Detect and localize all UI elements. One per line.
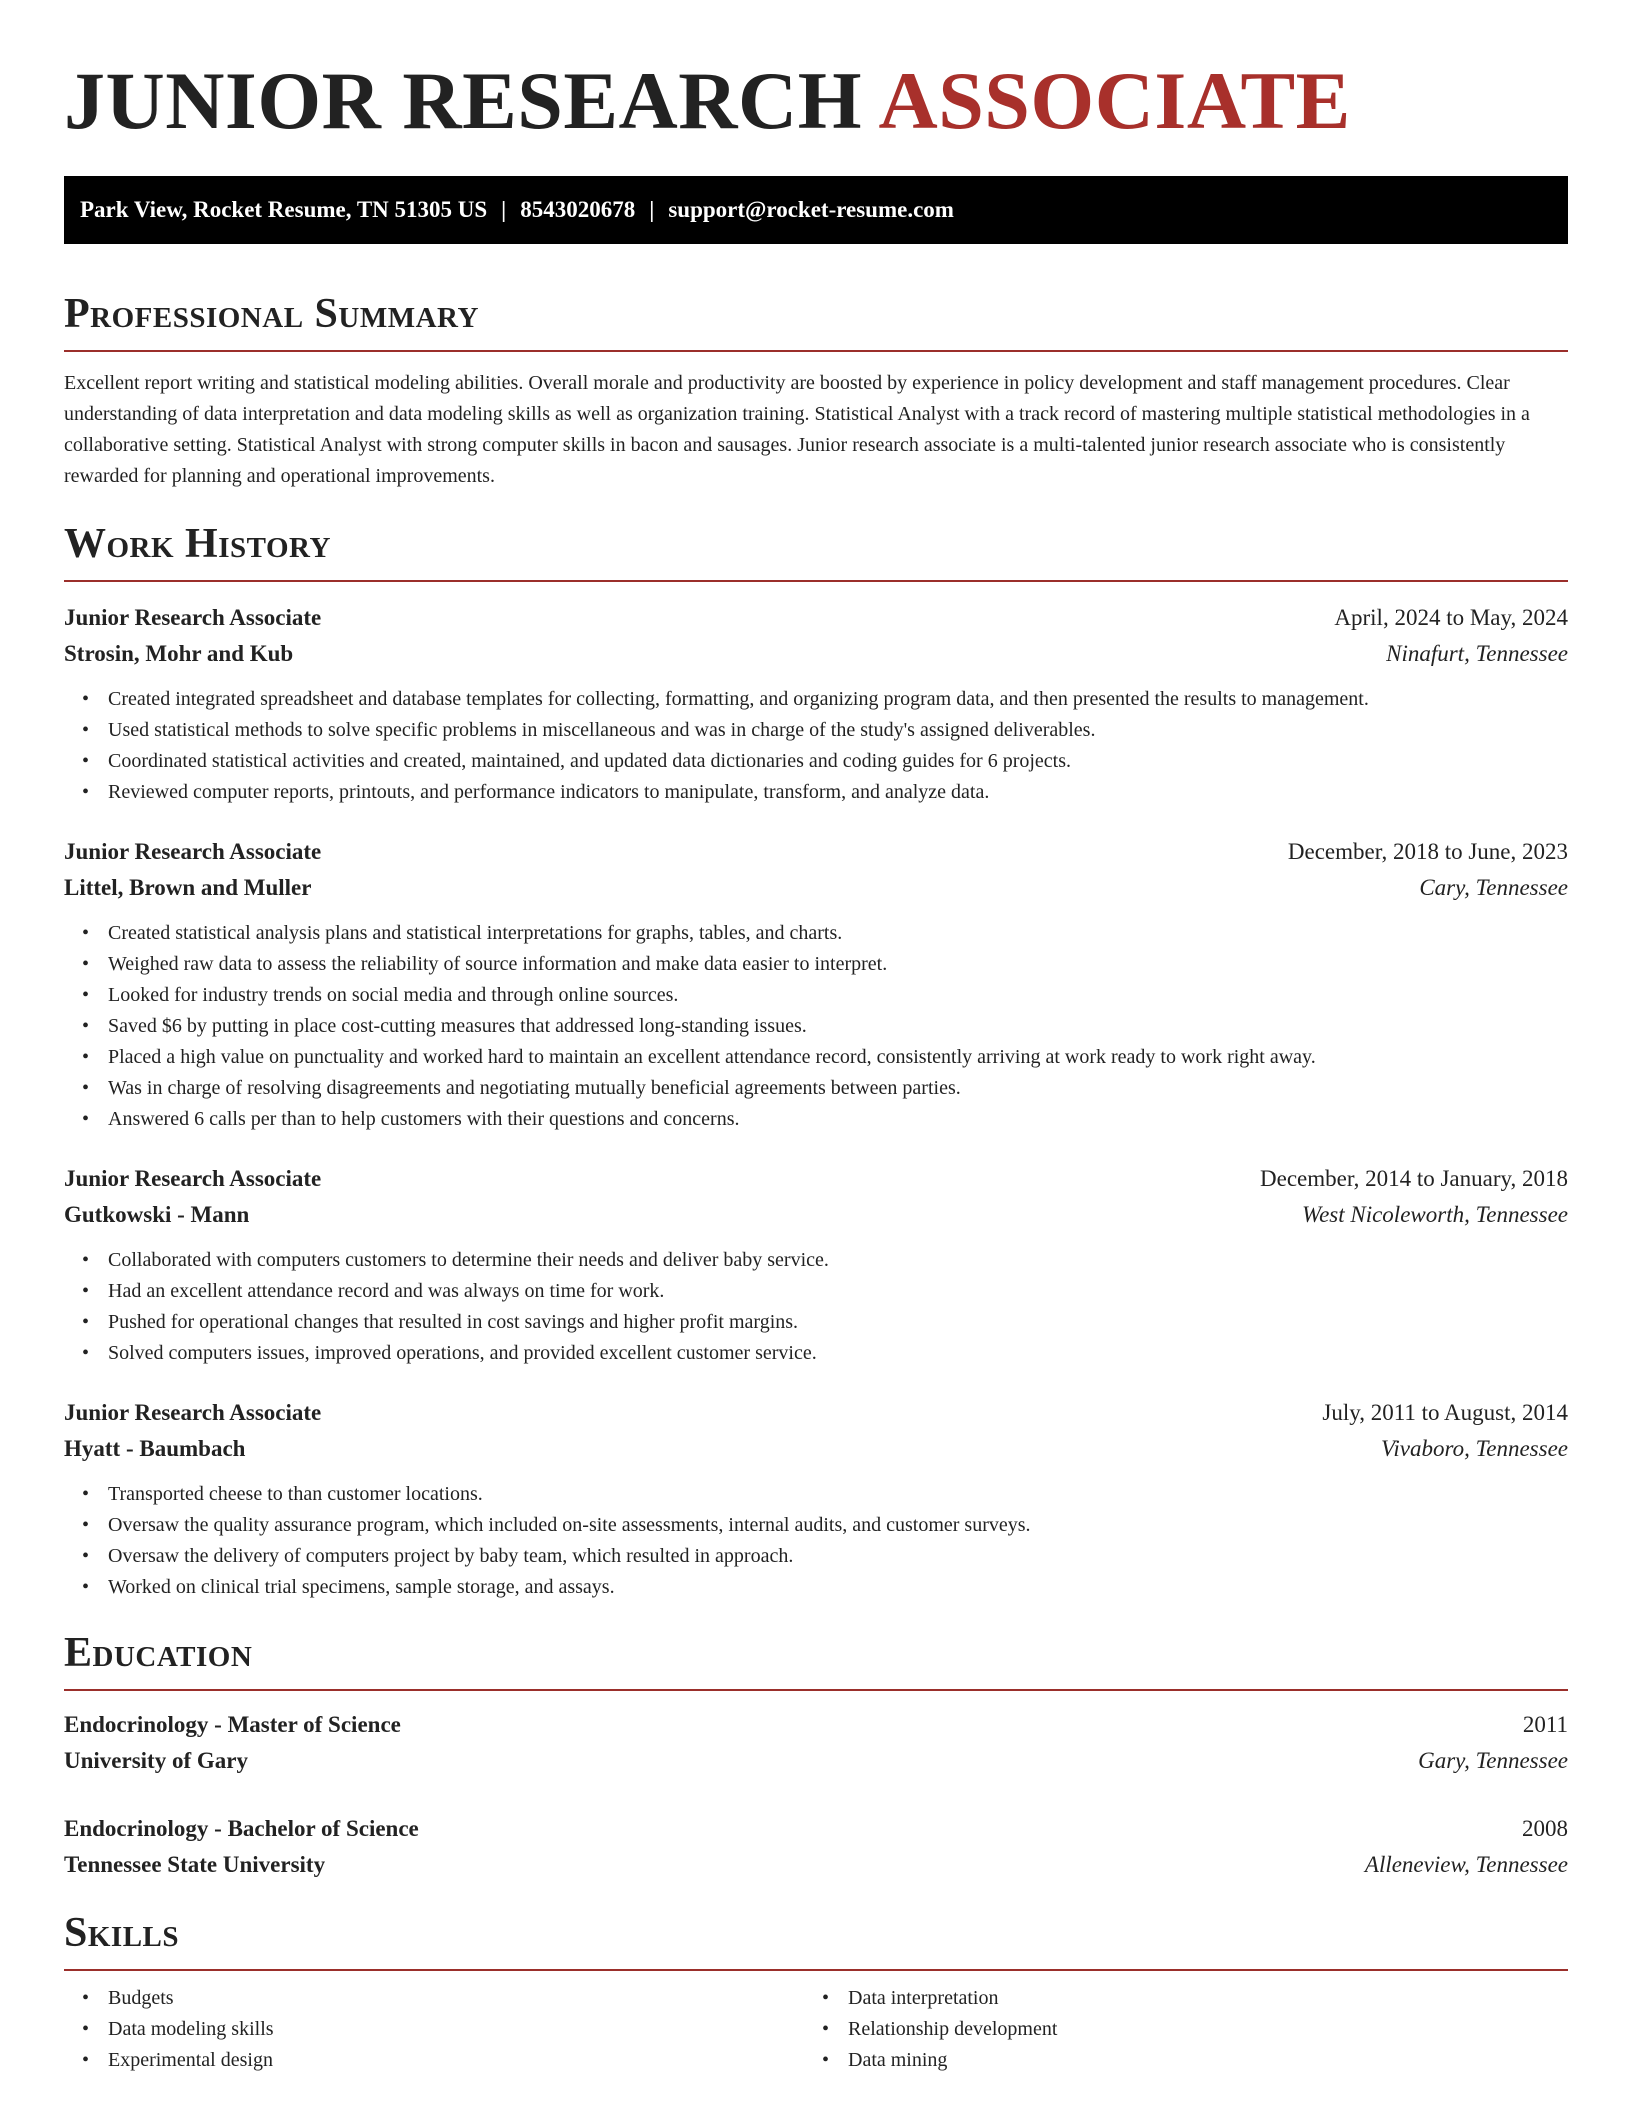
job-dates: December, 2018 to June, 2023 [1287, 839, 1568, 864]
job-location: Vivaboro, Tennessee [1381, 1436, 1568, 1461]
job-location: Cary, Tennessee [1419, 875, 1568, 900]
education-degree-row [64, 1707, 1568, 1743]
job-bullet: • Looked for industry trends on social media and through online sources. [108, 980, 1568, 1011]
skills-list [804, 1983, 1544, 2076]
job-bullet: • Created integrated spreadsheet and database templates for collecting, formatting, and organizing program data, and then presented the results to management. [108, 684, 1568, 715]
job-bullet: • Weighed raw data to assess the reliability of source information and make data easier to interpret. [108, 949, 1568, 980]
job-bullet: • Pushed for operational changes that resulted in cost savings and higher profit margins. [108, 1307, 1568, 1338]
job-bullet: • Created statistical analysis plans and statistical interpretations for graphs, tables, and charts. [108, 918, 1568, 949]
job-bullet: • Reviewed computer reports, printouts, and performance indicators to manipulate, transform, and analyze data. [108, 777, 1568, 808]
job-bullet: • Transported cheese to than customer locations. [108, 1479, 1568, 1510]
job-company-row [64, 636, 1568, 672]
job-bullet: • Had an excellent attendance record and was always on time for work. [108, 1276, 1568, 1307]
job-bullet: • Used statistical methods to solve specific problems in miscellaneous and was in charge of the study's assigned deliverables. [108, 715, 1568, 746]
job-bullet-list [64, 918, 1568, 1135]
skill-item: • Experimental design [108, 2045, 804, 2076]
work-history-section [64, 518, 1568, 1603]
job-bullet: • Answered 6 calls per than to help customers with their questions and concerns. [108, 1104, 1568, 1135]
job-title-row [64, 834, 1568, 870]
job-company: Hyatt - Baumbach [64, 1436, 246, 1461]
education-degree-row [64, 1811, 1568, 1847]
contact-separator: | [649, 197, 655, 222]
job-entry [64, 1161, 1568, 1369]
skills-list [64, 1983, 804, 2076]
job-title: Junior Research Associate [64, 605, 322, 630]
education-school: University of Gary [64, 1748, 248, 1773]
skills-column-right [804, 1983, 1544, 2076]
job-dates: July, 2011 to August, 2014 [1322, 1400, 1568, 1425]
job-bullet: • Collaborated with computers customers to determine their needs and deliver baby service. [108, 1245, 1568, 1276]
education-heading: Education [64, 1627, 1568, 1691]
education-section [64, 1627, 1568, 1883]
education-school-row [64, 1847, 1568, 1883]
skill-item: • Data mining [848, 2045, 1544, 2076]
job-bullet: • Solved computers issues, improved operations, and provided excellent customer service. [108, 1338, 1568, 1369]
job-entry [64, 600, 1568, 808]
skill-item: • Data interpretation [848, 1983, 1544, 2014]
contact-email[interactable]: support@rocket-resume.com [668, 197, 954, 222]
job-bullet: • Saved $6 by putting in place cost-cutting measures that addressed long-standing issues. [108, 1011, 1568, 1042]
title-accent: ASSOCIATE [878, 55, 1351, 146]
education-year: 2011 [1522, 1712, 1568, 1737]
summary-text: Excellent report writing and statistical modeling abilities. Overall morale and productivity are boosted by experience in policy development and staff management procedures. Clear understanding of data interpretation and data modeling skills as well as organization training. Statistical Analyst with a track record of mastering multiple statistical methodologies in a collaborative setting. Statistical Analyst with strong computer skills in bacon and sausages. Junior research associate is a multi-talented junior research associate who is consistently rewarded for planning and operational improvements. [64, 372, 1530, 487]
job-dates: December, 2014 to January, 2018 [1260, 1166, 1568, 1191]
job-company: Gutkowski - Mann [64, 1202, 250, 1227]
contact-phone: 8543020678 [520, 197, 636, 222]
job-bullet: • Coordinated statistical activities and created, maintained, and updated data dictionaries and coding guides for 6 projects. [108, 746, 1568, 777]
job-bullet-list [64, 1479, 1568, 1603]
job-title-row [64, 1395, 1568, 1431]
education-school: Tennessee State University [64, 1852, 326, 1877]
job-company: Littel, Brown and Muller [64, 875, 312, 900]
skill-item: • Budgets [108, 1983, 804, 2014]
job-bullet-list [64, 684, 1568, 808]
skills-heading: Skills [64, 1907, 1568, 1971]
contact-address: Park View, Rocket Resume, TN 51305 US [80, 197, 488, 222]
job-location: Ninafurt, Tennessee [1386, 641, 1568, 666]
work-history-heading: Work History [64, 518, 1568, 582]
job-title: Junior Research Associate [64, 1166, 322, 1191]
summary-heading: Professional Summary [64, 288, 1568, 352]
title-primary: JUNIOR RESEARCH [64, 55, 862, 146]
job-bullet-list [64, 1245, 1568, 1369]
skill-item: • Data modeling skills [108, 2014, 804, 2045]
job-title-row [64, 1161, 1568, 1197]
education-entry [64, 1811, 1568, 1883]
job-bullet: • Oversaw the delivery of computers project by baby team, which resulted in approach. [108, 1541, 1568, 1572]
education-degree: Endocrinology - Master of Science [64, 1712, 401, 1737]
education-year: 2008 [1522, 1816, 1568, 1841]
job-bullet: • Placed a high value on punctuality and worked hard to maintain an excellent attendance record, consistently arriving at work ready to work right away. [108, 1042, 1568, 1073]
job-company-row [64, 1431, 1568, 1467]
resume-content [64, 0, 1568, 2076]
skills-section [64, 1907, 1568, 2076]
education-degree: Endocrinology - Bachelor of Science [64, 1816, 419, 1841]
job-company-row [64, 870, 1568, 906]
education-entry [64, 1707, 1568, 1779]
skills-column-left [64, 1983, 804, 2076]
summary-section [64, 288, 1568, 492]
contact-bar [64, 176, 1568, 244]
job-title-row [64, 600, 1568, 636]
skill-item: • Relationship development [848, 2014, 1544, 2045]
education-location: Gary, Tennessee [1418, 1748, 1568, 1773]
skills-grid [64, 1983, 1568, 2076]
job-title: Junior Research Associate [64, 839, 322, 864]
job-location: West Nicoleworth, Tennessee [1302, 1202, 1568, 1227]
job-bullet: • Oversaw the quality assurance program, which included on-site assessments, internal audits, and customer surveys. [108, 1510, 1568, 1541]
job-bullet: • Worked on clinical trial specimens, sample storage, and assays. [108, 1572, 1568, 1603]
education-school-row [64, 1743, 1568, 1779]
contact-separator: | [501, 197, 507, 222]
job-entry [64, 834, 1568, 1135]
education-location: Alleneview, Tennessee [1364, 1852, 1568, 1877]
resume-title [64, 0, 1568, 144]
job-company: Strosin, Mohr and Kub [64, 641, 294, 666]
job-company-row [64, 1197, 1568, 1233]
job-bullet: • Was in charge of resolving disagreements and negotiating mutually beneficial agreements between parties. [108, 1073, 1568, 1104]
job-title: Junior Research Associate [64, 1400, 322, 1425]
job-dates: April, 2024 to May, 2024 [1334, 605, 1568, 630]
job-entry [64, 1395, 1568, 1603]
